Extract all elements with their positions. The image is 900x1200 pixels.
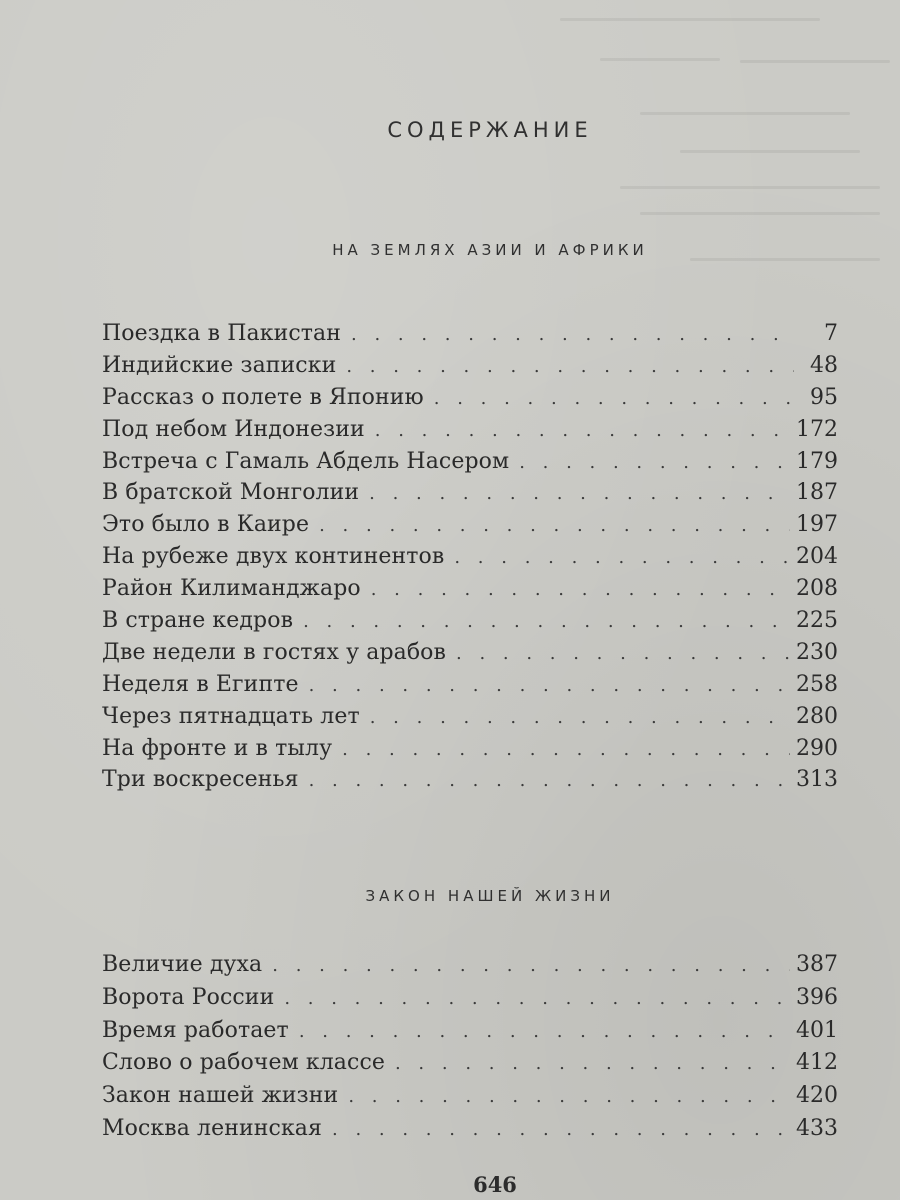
entry-title: Три воскресенья xyxy=(102,767,299,793)
dot-leader xyxy=(351,319,794,351)
entry-page: 187 xyxy=(796,480,838,506)
entry-page: 179 xyxy=(796,448,838,474)
entry-title: На рубеже двух континентов xyxy=(102,544,445,570)
toc-entry[interactable] xyxy=(102,1015,838,1048)
entry-page: 420 xyxy=(796,1083,838,1109)
toc-entry[interactable] xyxy=(102,605,838,637)
entry-title: На фронте и в тылу xyxy=(102,735,333,761)
dot-leader xyxy=(371,574,790,606)
dot-leader xyxy=(309,670,790,702)
dot-leader xyxy=(369,478,790,510)
entry-page: 204 xyxy=(796,544,838,570)
entry-page: 396 xyxy=(796,984,838,1010)
entry-title: Время работает xyxy=(102,1017,289,1043)
entry-page: 280 xyxy=(796,703,838,729)
entry-page: 230 xyxy=(796,639,838,665)
dot-leader xyxy=(346,351,794,383)
entry-title: В стране кедров xyxy=(102,608,294,634)
entry-page: 290 xyxy=(796,735,838,761)
toc-entry[interactable] xyxy=(102,541,838,573)
page-title: СОДЕРЖАНИЕ xyxy=(387,118,593,142)
toc-entry[interactable] xyxy=(102,1080,838,1113)
toc-entry[interactable] xyxy=(102,350,838,382)
entry-title: Рассказ о полете в Японию xyxy=(102,384,424,410)
dot-leader xyxy=(299,1016,790,1049)
toc-entry[interactable] xyxy=(102,669,838,701)
entry-page: 48 xyxy=(810,352,838,378)
dot-leader xyxy=(284,983,790,1016)
toc-entry[interactable] xyxy=(102,701,838,733)
page-number: 646 xyxy=(473,1172,517,1197)
entry-page: 172 xyxy=(796,416,838,442)
toc-list-section-2 xyxy=(102,949,838,1146)
entry-title: Неделя в Египте xyxy=(102,671,299,697)
entry-page: 95 xyxy=(810,384,838,410)
entry-title: Встреча с Гамаль Абдель Насером xyxy=(102,448,510,474)
dot-leader xyxy=(272,950,790,983)
dot-leader xyxy=(309,765,790,797)
entry-title: Ворота России xyxy=(102,984,275,1010)
toc-entry[interactable] xyxy=(102,477,838,509)
section-heading-law-of-our-life: ЗАКОН НАШЕЙ ЖИЗНИ xyxy=(365,887,615,905)
entry-title: Москва ленинская xyxy=(102,1115,322,1141)
toc-entry[interactable] xyxy=(102,764,838,796)
toc-entry[interactable] xyxy=(102,637,838,669)
dot-leader xyxy=(319,510,790,542)
entry-page: 258 xyxy=(796,671,838,697)
entry-title: В братской Монголии xyxy=(102,480,360,506)
entry-page: 7 xyxy=(824,321,838,346)
entry-page: 412 xyxy=(796,1050,838,1076)
entry-title: Две недели в гостях у арабов xyxy=(102,639,447,665)
entry-page: 433 xyxy=(796,1115,838,1141)
toc-list-section-1 xyxy=(102,318,838,796)
dot-leader xyxy=(434,383,794,415)
entry-page: 387 xyxy=(796,952,838,977)
entry-title: Закон нашей жизни xyxy=(102,1083,339,1109)
dot-leader xyxy=(375,415,790,447)
toc-entry[interactable] xyxy=(102,1047,838,1080)
entry-page: 313 xyxy=(796,767,838,793)
dot-leader xyxy=(456,638,790,670)
entry-title: Через пятнадцать лет xyxy=(102,703,360,729)
dot-leader xyxy=(342,734,790,766)
toc-entry[interactable] xyxy=(102,1113,838,1146)
toc-entry[interactable] xyxy=(102,318,838,350)
toc-entry[interactable] xyxy=(102,733,838,765)
toc-entry[interactable] xyxy=(102,446,838,478)
dot-leader xyxy=(303,606,790,638)
entry-title: Слово о рабочем классе xyxy=(102,1050,385,1076)
entry-title: Поездка в Пакистан xyxy=(102,321,342,346)
entry-page: 208 xyxy=(796,576,838,602)
entry-page: 401 xyxy=(796,1017,838,1043)
dot-leader xyxy=(395,1048,790,1081)
dot-leader xyxy=(348,1081,790,1114)
entry-title: Под небом Индонезии xyxy=(102,416,365,442)
toc-entry[interactable] xyxy=(102,949,838,982)
toc-entry[interactable] xyxy=(102,982,838,1015)
entry-page: 197 xyxy=(796,512,838,538)
toc-entry[interactable] xyxy=(102,509,838,541)
toc-entry[interactable] xyxy=(102,573,838,605)
section-heading-asia-africa: НА ЗЕМЛЯХ АЗИИ И АФРИКИ xyxy=(332,241,648,259)
dot-leader xyxy=(519,447,790,479)
toc-entry[interactable] xyxy=(102,382,838,414)
entry-title: Величие духа xyxy=(102,952,263,977)
entry-title: Это было в Каире xyxy=(102,512,310,538)
dot-leader xyxy=(370,702,790,734)
dot-leader xyxy=(332,1114,790,1147)
toc-entry[interactable] xyxy=(102,414,838,446)
entry-page: 225 xyxy=(796,608,838,634)
dot-leader xyxy=(454,542,790,574)
entry-title: Индийские записки xyxy=(102,352,337,378)
entry-title: Район Килиманджаро xyxy=(102,576,361,602)
